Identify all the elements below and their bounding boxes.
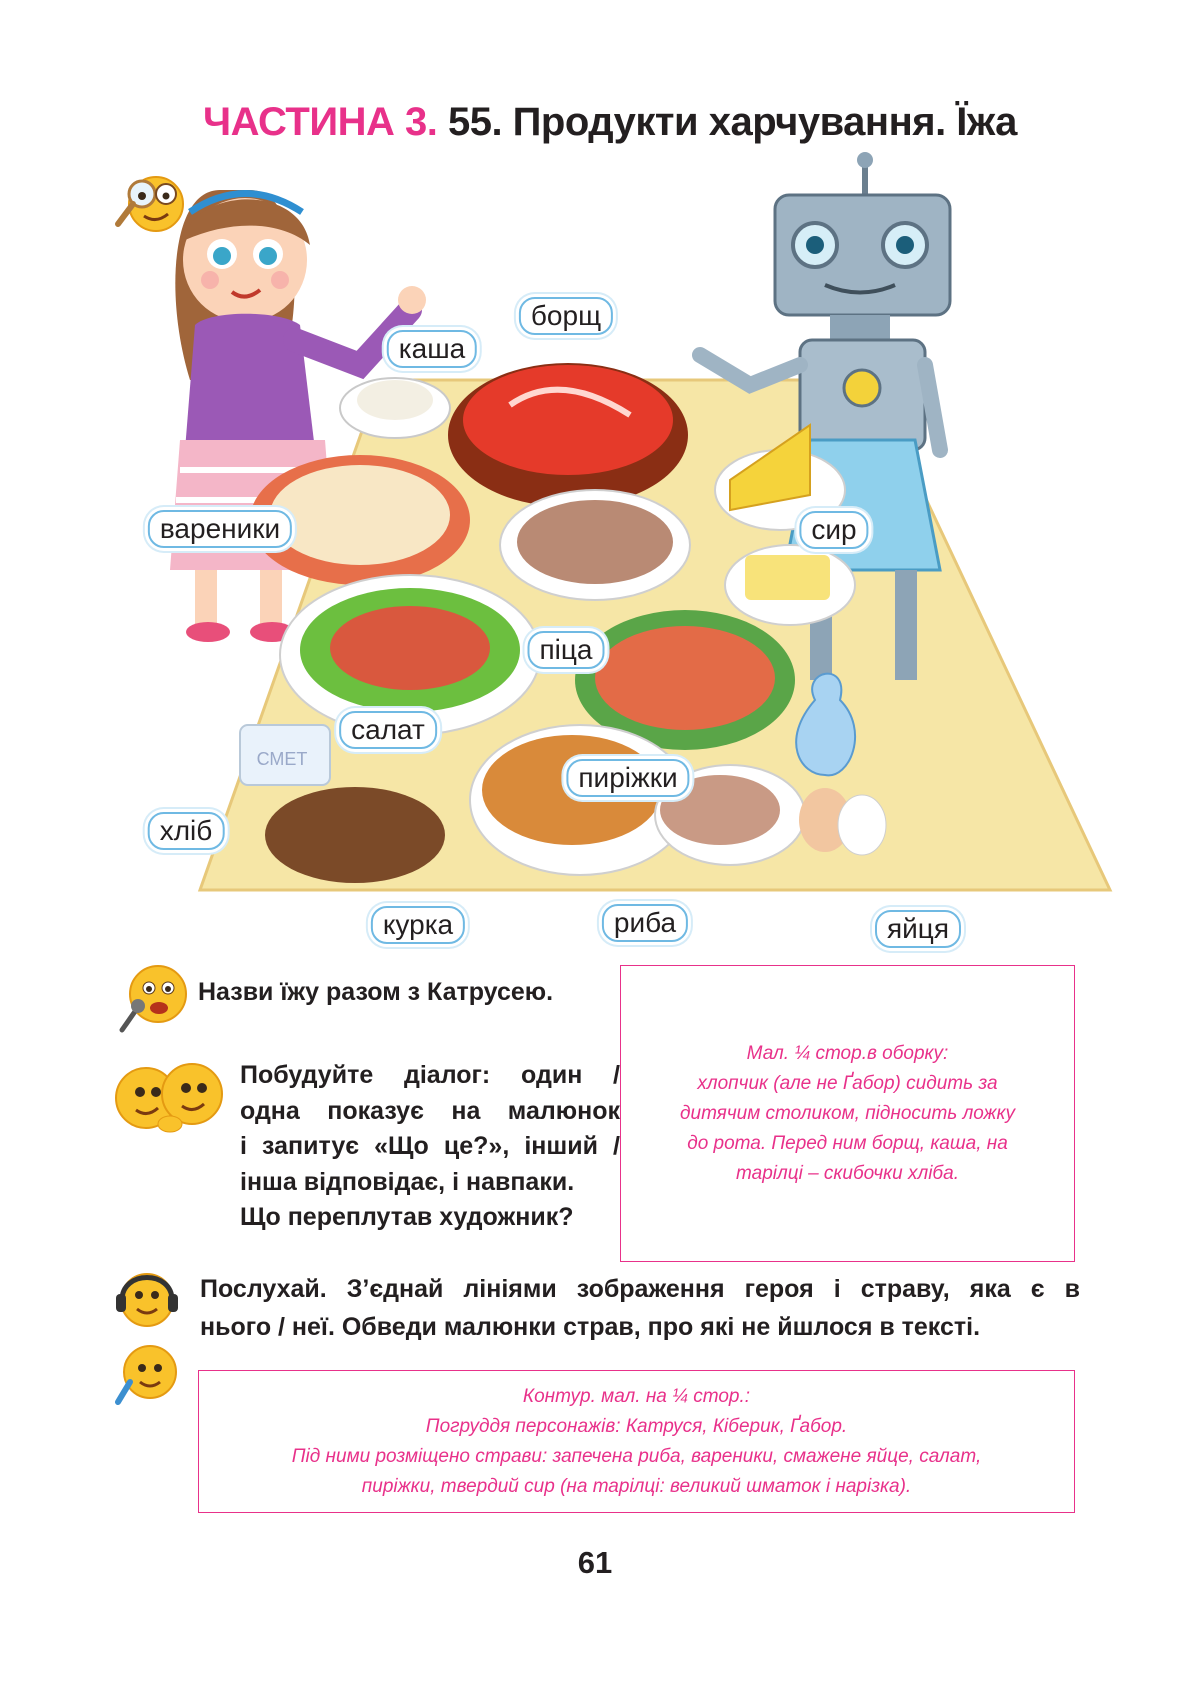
placeholder-line: до рота. Перед ним борщ, каша, на xyxy=(687,1132,1008,1154)
dialogue-smileys-icon xyxy=(112,1058,224,1136)
task-dialogue-line: Що переплутав художник? xyxy=(240,1203,574,1231)
label-khlib: хліб xyxy=(148,812,225,850)
microphone-smiley-icon xyxy=(116,960,188,1035)
part-label: ЧАСТИНА 3. xyxy=(203,100,438,144)
label-pitsa: піца xyxy=(528,631,605,669)
headphones-smiley-icon xyxy=(112,1262,182,1332)
smetana-cup-text: СМЕТ xyxy=(256,749,308,769)
label-pyrizhky: пиріжки xyxy=(566,759,689,797)
illustration-drawing xyxy=(110,150,1140,970)
contour-placeholder-box xyxy=(198,1370,1075,1513)
label-varenyky: вареники xyxy=(148,510,292,548)
illustration-placeholder-box xyxy=(620,965,1075,1262)
pencil-smiley-icon xyxy=(112,1340,182,1410)
page-number: 61 xyxy=(577,1545,613,1580)
label-salat: салат xyxy=(339,711,437,749)
label-kasha: каша xyxy=(387,330,477,368)
placeholder-line: тарілці – скибочки хліба. xyxy=(736,1162,959,1184)
page-title xyxy=(203,100,1103,145)
placeholder-line: Під ними розміщено страви: запечена риба, вареники, смажене яйце, салат, xyxy=(291,1445,982,1467)
label-syr: сир xyxy=(799,511,868,549)
lesson-title: 55. Продукти харчування. Їжа xyxy=(447,100,1017,144)
label-yaitsia: яйця xyxy=(875,910,961,948)
food-table-illustration xyxy=(110,150,1140,970)
task-listen-line: нього / неї. Обведи малюнки страв, про які не йшлося в тексті. xyxy=(200,1313,981,1341)
placeholder-line: Погруддя персонажів: Катруся, Кіберик, Ґабор. xyxy=(425,1415,848,1437)
label-borshch: борщ xyxy=(519,297,613,335)
placeholder-line: хлопчик (але не Ґабор) сидить за xyxy=(697,1072,998,1094)
label-kurka: курка xyxy=(371,906,465,944)
task-name-food: Назви їжу разом з Катрусею. xyxy=(198,978,554,1006)
task-dialogue xyxy=(240,1058,620,1236)
task-dialogue-line: одна показує на малюнок xyxy=(240,1096,620,1125)
task-listen-connect xyxy=(200,1270,1080,1346)
task-listen-line: Послухай. З’єднай лініями зображення героя і страву, яка є в xyxy=(200,1275,1080,1303)
placeholder-line: Мал. ¼ стор.в оборку: xyxy=(746,1042,949,1064)
task-dialogue-line: інша відповідає, і навпаки. xyxy=(240,1167,575,1196)
task-dialogue-line: і запитує «Що це?», інший / xyxy=(240,1132,620,1160)
label-ryba: риба xyxy=(602,904,688,942)
task-dialogue-line: Побудуйте діалог: один / xyxy=(240,1061,620,1089)
placeholder-line: пиріжки, твердий сир (на тарілці: великий шматок і нарізка). xyxy=(361,1475,912,1497)
placeholder-line: дитячим столиком, підносить ложку xyxy=(680,1102,1015,1124)
placeholder-line: Контур. мал. на ¼ стор.: xyxy=(522,1385,751,1407)
